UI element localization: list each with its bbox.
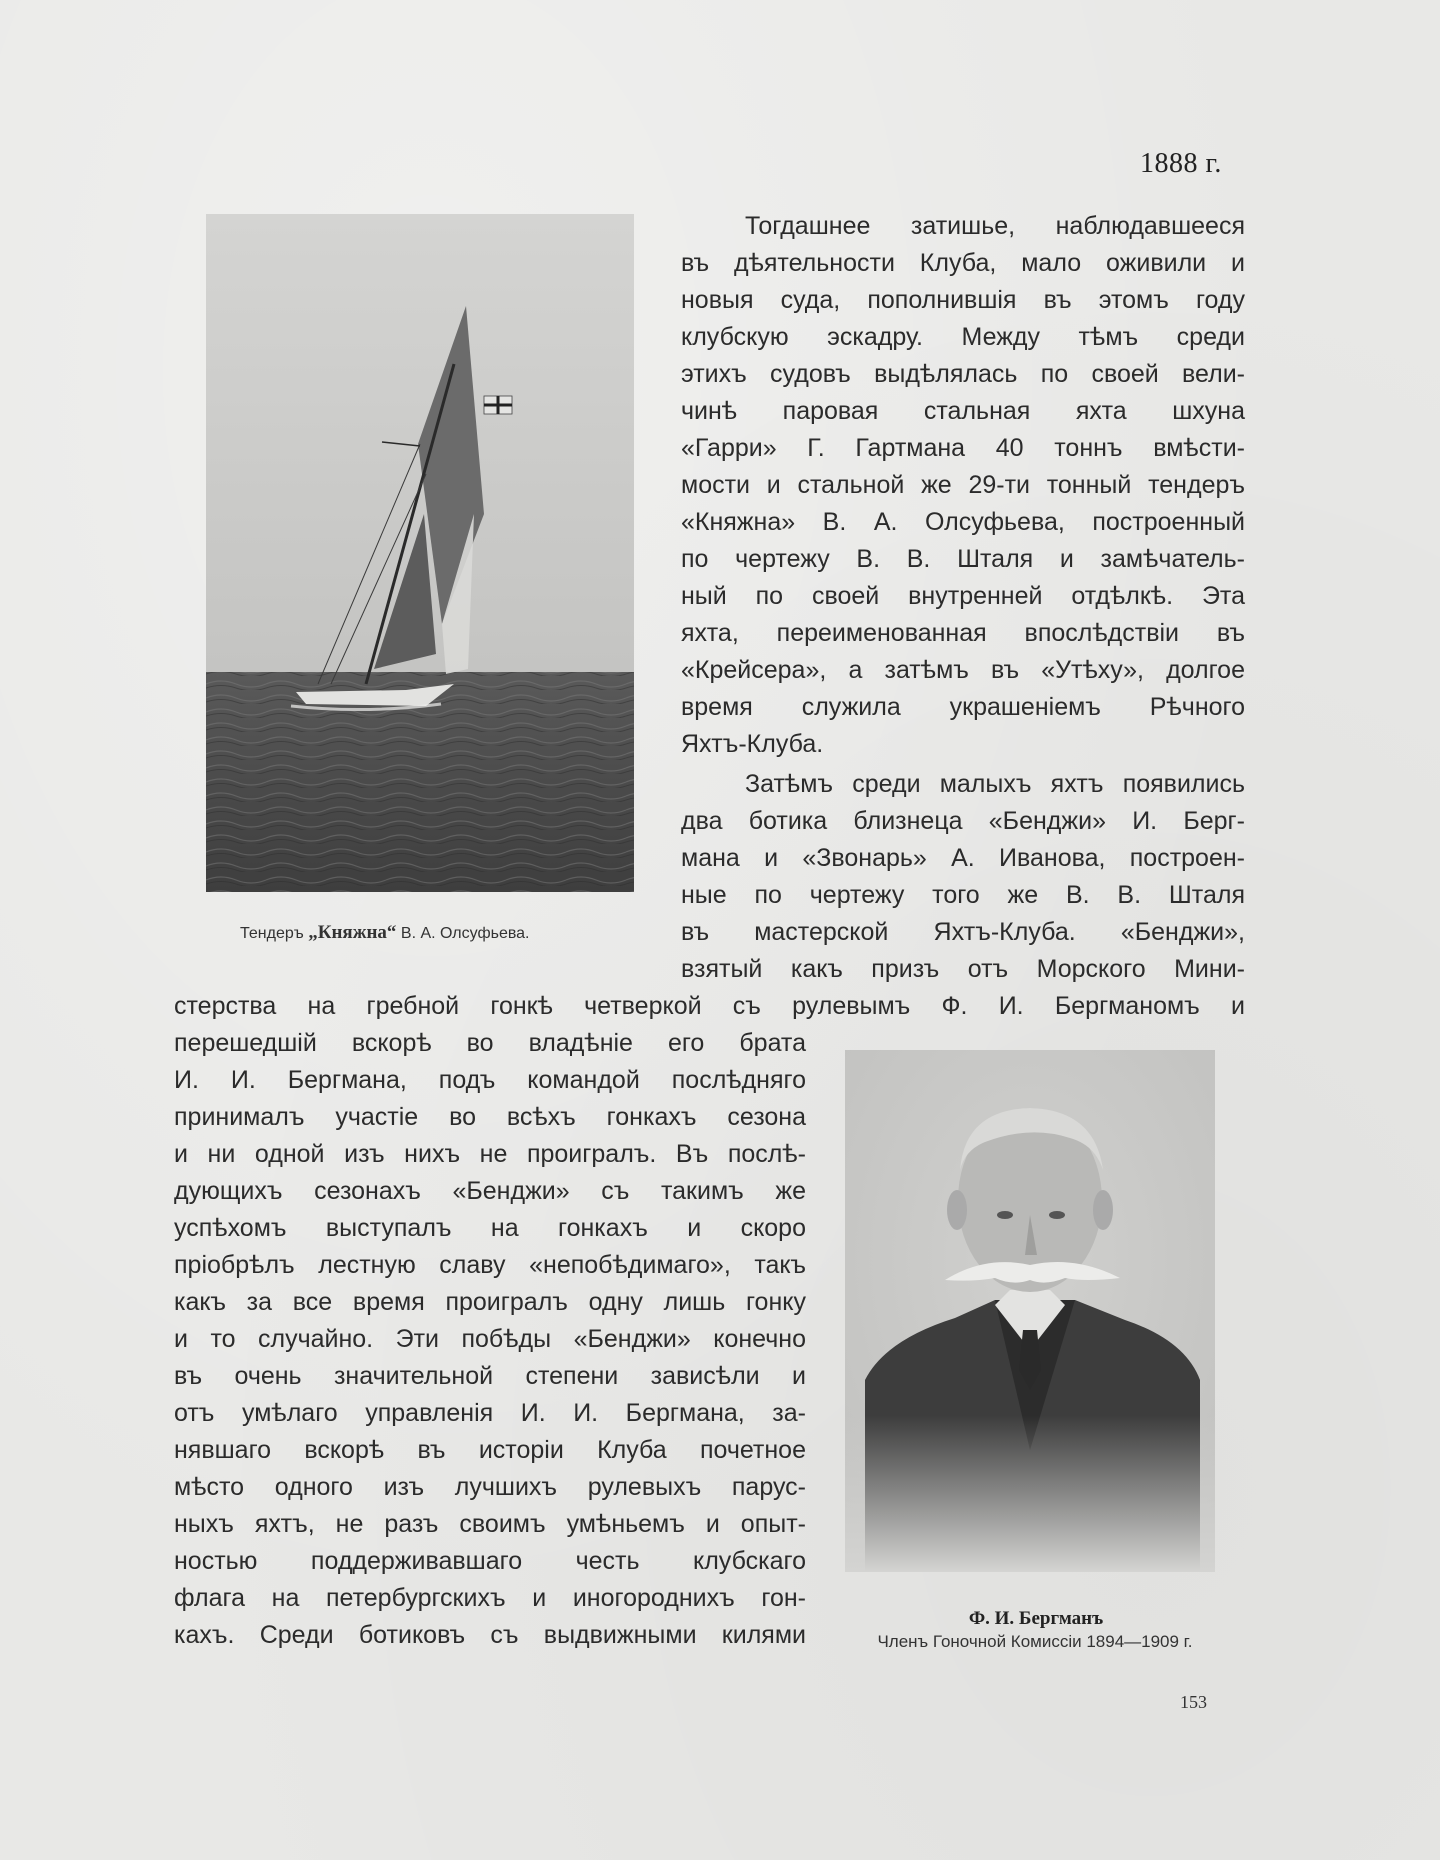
paragraph-line: дующихъ сезонахъ «Бенджи» съ такимъ же: [174, 1177, 806, 1205]
paragraph-line: перешедшій вскорѣ во владѣніе его брата: [174, 1029, 806, 1057]
paragraph-line: мѣсто одного изъ лучшихъ рулевыхъ парус-: [174, 1473, 806, 1501]
paragraph-line: ностью поддерживавшаго честь клубскаго: [174, 1547, 806, 1575]
paragraph-line: принималъ участіе во всѣхъ гонкахъ сезона: [174, 1103, 806, 1131]
paragraph-line: чинѣ паровая стальная яхта шхуна: [681, 397, 1245, 425]
paragraph-line: отъ умѣлаго управленія И. И. Бергмана, за-: [174, 1399, 806, 1427]
paragraph-line: пріобрѣлъ лестную славу «непобѣдимаго», такъ: [174, 1251, 806, 1279]
portrait-photo: [845, 1050, 1215, 1572]
paragraph-line: этихъ судовъ выдѣлялась по своей вели-: [681, 360, 1245, 388]
paragraph-line: кахъ. Среди ботиковъ съ выдвижными килями: [174, 1621, 806, 1649]
paragraph-line: «Крейсера», а затѣмъ въ «Утѣху», долгое: [681, 656, 1245, 684]
sailing-yacht-illustration-icon: [206, 214, 634, 892]
paragraph-line: нявшаго вскорѣ въ исторіи Клуба почетное: [174, 1436, 806, 1464]
paragraph-line: «Княжна» В. А. Олсуфьева, построенный: [681, 508, 1245, 536]
paragraph-line: время служила украшеніемъ Рѣчного: [681, 693, 1245, 721]
paragraph-line: И. И. Бергмана, подъ командой послѣдняго: [174, 1066, 806, 1094]
paragraph-line: мана и «Звонарь» А. Иванова, построен-: [681, 844, 1245, 872]
paragraph-line: Затѣмъ среди малыхъ яхтъ появились: [745, 770, 1245, 798]
paragraph-line: ныхъ яхтъ, не разъ своимъ умѣньемъ и опыт-: [174, 1510, 806, 1538]
paragraph-line: въ мастерской Яхтъ-Клуба. «Бенджи»,: [681, 918, 1245, 946]
yacht-photo-caption: [240, 922, 530, 944]
paragraph-line: два ботика близнеца «Бенджи» И. Берг-: [681, 807, 1245, 835]
paragraph-line: новыя суда, пополнившія въ этомъ году: [681, 286, 1245, 314]
caption-yacht-name: „Княжна“: [308, 922, 397, 943]
paragraph-line: въ дѣятельности Клуба, мало оживили и: [681, 249, 1245, 277]
paragraph-line: ные по чертежу того же В. В. Шталя: [681, 881, 1245, 909]
paragraph-line: мости и стальной же 29-ти тонный тендеръ: [681, 471, 1245, 499]
caption-owner: В. А. Олсуфьева.: [400, 925, 530, 942]
paragraph-line: «Гарри» Г. Гартмана 40 тоннъ вмѣсти-: [681, 434, 1245, 462]
paragraph-line: флага на петербургскихъ и иногороднихъ гон-: [174, 1584, 806, 1612]
paragraph-line: взятый какъ призъ отъ Морского Мини-: [681, 955, 1245, 983]
yacht-photo: [206, 214, 634, 892]
paragraph-line: клубскую эскадру. Между тѣмъ среди: [681, 323, 1245, 351]
paragraph-line: въ очень значительной степени зависѣли и: [174, 1362, 806, 1390]
portrait-illustration-icon: [845, 1050, 1215, 1572]
paragraph-line: и то случайно. Эти побѣды «Бенджи» конечно: [174, 1325, 806, 1353]
paragraph-line: и ни одной изъ нихъ не проигралъ. Въ послѣ-: [174, 1140, 806, 1168]
paragraph-line: успѣхомъ выступалъ на гонкахъ и скоро: [174, 1214, 806, 1242]
portrait-caption-name: Ф. И. Бергманъ: [968, 1608, 1104, 1629]
paragraph-line: Тогдашнее затишье, наблюдавшееся: [745, 212, 1245, 240]
running-head-year: 1888 г.: [1140, 148, 1222, 179]
paragraph-line: ный по своей внутренней отдѣлкѣ. Эта: [681, 582, 1245, 610]
portrait-caption-role: Членъ Гоночной Комиссіи 1894—1909 г.: [877, 1632, 1193, 1651]
full-width-line: стерства на гребной гонкѣ четверкой съ рулевымъ Ф. И. Бергманомъ и: [174, 992, 1245, 1020]
paragraph-line: по чертежу В. В. Шталя и замѣчатель-: [681, 545, 1245, 573]
paragraph-line: какъ за все время проигралъ одну лишь гонку: [174, 1288, 806, 1316]
paragraph-line: яхта, переименованная впослѣдствіи въ: [681, 619, 1245, 647]
page-number: 153: [1180, 1692, 1207, 1712]
paragraph-line: Яхтъ-Клуба.: [681, 730, 824, 758]
caption-prefix: Тендеръ: [240, 925, 304, 942]
